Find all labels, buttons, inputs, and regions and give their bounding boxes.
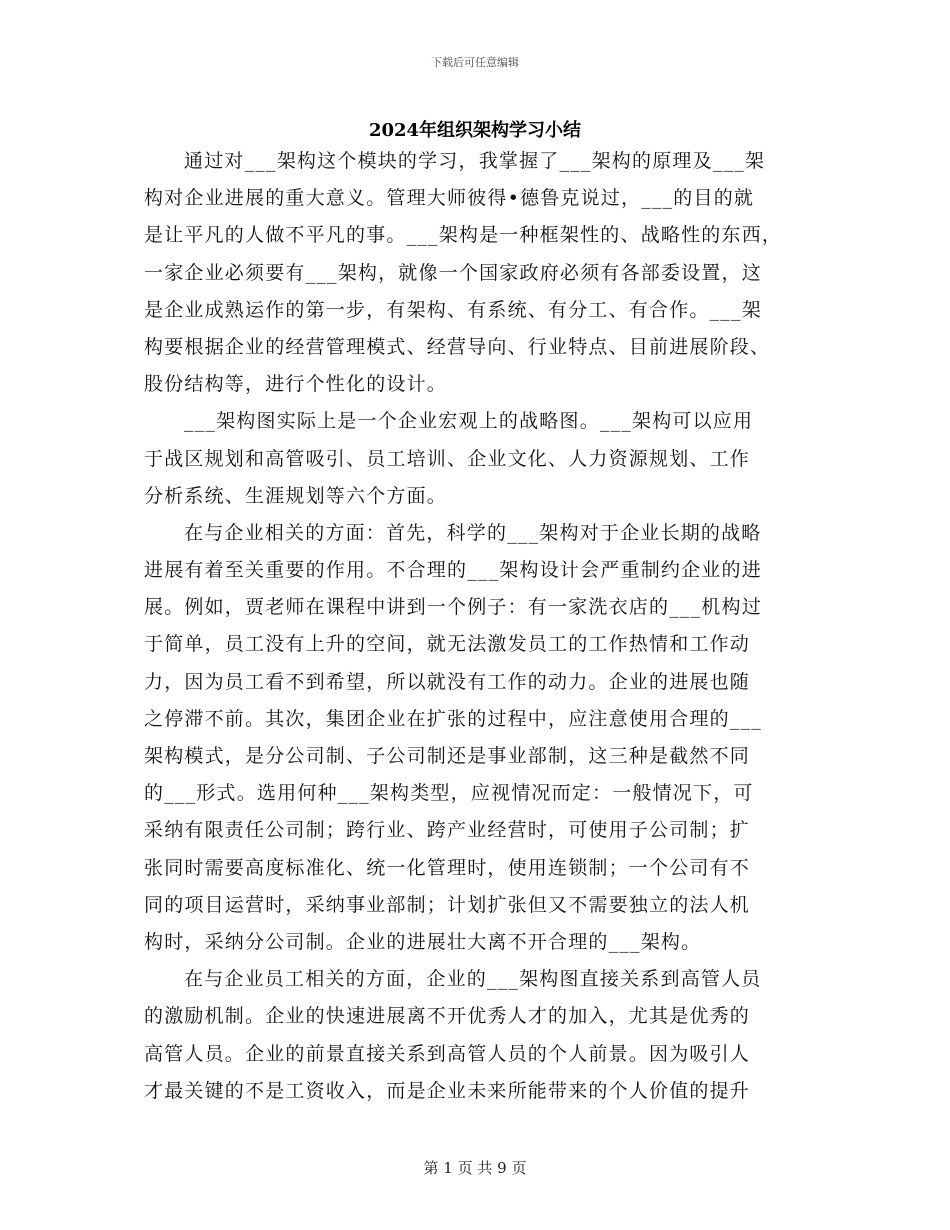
document-title: 2024年组织架构学习小结 xyxy=(368,120,582,141)
text-line: 一家企业必须要有___架构，就像一个国家政府必须有各部委设置，这 xyxy=(144,261,762,284)
text-line: 的___形式。选用何种___架构类型，应视情况而定：一般情况下，可 xyxy=(144,782,754,805)
paragraph xyxy=(144,143,808,403)
text-line: 进展有着至关重要的作用。不合理的___架构设计会严重制约企业的进 xyxy=(144,559,762,582)
text-line: 股份结构等，进行个性化的设计。 xyxy=(144,373,448,396)
text-line: 是让平凡的人做不平凡的事。___架构是一种框架性的、战略性的东西， xyxy=(144,224,783,247)
text-line: 力，因为员工看不到希望，所以就没有工作的动力。企业的进展也随 xyxy=(144,670,751,693)
text-line: 在与企业相关的方面：首先，科学的___架构对于企业长期的战略 xyxy=(184,521,762,544)
text-line: 于简单，员工没有上升的空间，就无法激发员工的工作热情和工作动 xyxy=(144,633,751,656)
text-line: ___架构图实际上是一个企业宏观上的战略图。___架构可以应用 xyxy=(184,410,754,433)
text-line: 在与企业员工相关的方面，企业的___架构图直接关系到高管人员 xyxy=(184,968,762,991)
text-line: 高管人员。企业的前景直接关系到高管人员的个人前景。因为吸引人 xyxy=(144,1042,751,1065)
paragraph xyxy=(144,515,808,961)
document-body xyxy=(144,143,808,1110)
text-line: 才最关键的不是工资收入，而是企业未来所能带来的个人价值的提升 xyxy=(144,1079,751,1102)
text-line: 同的项目运营时，采纳事业部制；计划扩张但又不需要独立的法人机 xyxy=(144,893,751,916)
text-line: 构要根据企业的经营管理模式、经营导向、行业特点、目前进展阶段、 xyxy=(144,335,771,358)
page-number-footer: 第 1 页 共 9 页 xyxy=(423,1159,527,1177)
text-line: 之停滞不前。其次，集团企业在扩张的过程中，应注意使用合理的___ xyxy=(144,707,762,730)
text-line: 构时，采纳分公司制。企业的进展壮大离不开合理的___架构。 xyxy=(144,930,702,953)
text-line: 于战区规划和高管吸引、员工培训、企业文化、人力资源规划、工作 xyxy=(144,447,751,470)
text-line: 的激励机制。企业的快速进展离不开优秀人才的加入，尤其是优秀的 xyxy=(144,1005,751,1028)
text-line: 架构模式，是分公司制、子公司制还是事业部制，这三种是截然不同 xyxy=(144,745,751,767)
text-line: 分析系统、生涯规划等六个方面。 xyxy=(144,484,448,507)
text-line: 采纳有限责任公司制；跨行业、跨产业经营时，可使用子公司制；扩 xyxy=(144,819,751,842)
paragraph xyxy=(144,961,808,1110)
text-line: 张同时需要高度标准化、统一化管理时，使用连锁制；一个公司有不 xyxy=(144,856,751,879)
text-line: 是企业成熟运作的第一步，有架构、有系统、有分工、有合作。___架 xyxy=(144,298,762,321)
text-line: 通过对___架构这个模块的学习，我掌握了___架构的原理及___架 xyxy=(184,150,766,172)
text-line: 展。例如，贾老师在课程中讲到一个例子：有一家洗衣店的___机构过 xyxy=(144,596,762,619)
text-line: 构对企业进展的重大意义。管理大师彼得•德鲁克说过，___的目的就 xyxy=(144,187,755,210)
page-header-note: 下载后可任意编辑 xyxy=(431,56,519,69)
paragraph xyxy=(144,403,808,515)
